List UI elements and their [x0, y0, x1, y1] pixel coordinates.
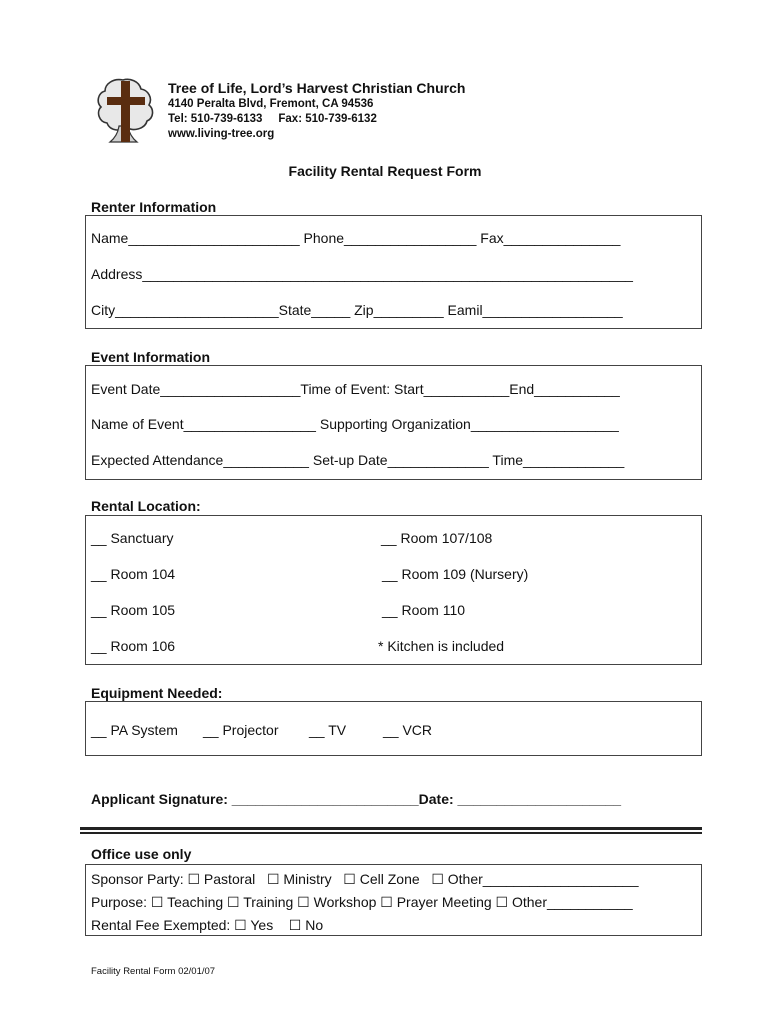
- church-logo: [93, 76, 155, 144]
- kitchen-note: * Kitchen is included: [378, 638, 505, 654]
- location-option[interactable]: __ Sanctuary: [91, 530, 174, 546]
- event-name-org-line[interactable]: Name of Event_________________ Supporting Organization___________________: [91, 416, 619, 432]
- location-option[interactable]: __ Room 104: [91, 566, 176, 582]
- event-date-time-line[interactable]: Event Date__________________Time of Event: Start___________End___________: [91, 381, 620, 397]
- divider: [80, 832, 702, 834]
- rental-location-box: [85, 515, 702, 665]
- location-option[interactable]: __ Room 106: [91, 638, 176, 654]
- footer-form-version: Facility Rental Form 02/01/07: [91, 966, 216, 977]
- sponsor-party-line[interactable]: Sponsor Party: ☐ Pastoral ☐ Ministry ☐ Cell Zone ☐ Other____________________: [91, 871, 639, 887]
- fee-exempted-line[interactable]: Rental Fee Exempted: ☐ Yes ☐ No: [91, 917, 324, 933]
- church-phone-fax: Tel: 510-739-6133 Fax: 510-739-6132: [168, 113, 377, 125]
- location-option[interactable]: __ Room 107/108: [381, 530, 493, 546]
- equipment-option[interactable]: __ TV: [309, 722, 347, 738]
- location-option[interactable]: __ Room 109 (Nursery): [382, 566, 529, 582]
- divider: [80, 827, 702, 830]
- purpose-line[interactable]: Purpose: ☐ Teaching ☐ Training ☐ Workshop ☐ Prayer Meeting ☐ Other___________: [91, 894, 633, 910]
- location-option[interactable]: __ Room 110: [382, 602, 466, 618]
- event-info-box: [85, 365, 702, 480]
- church-name: Tree of Life, Lord’s Harvest Christian Church: [168, 80, 466, 96]
- equipment-option[interactable]: __ Projector: [203, 722, 279, 738]
- renter-info-heading: Renter Information: [91, 199, 217, 215]
- equipment-heading: Equipment Needed:: [91, 685, 223, 701]
- church-website: www.living-tree.org: [168, 128, 275, 140]
- renter-city-state-zip-email-line[interactable]: City_____________________State_____ Zip_________ Eamil__________________: [91, 302, 623, 318]
- equipment-option[interactable]: __ VCR: [383, 722, 433, 738]
- office-use-heading: Office use only: [91, 846, 192, 862]
- event-info-heading: Event Information: [91, 349, 211, 365]
- event-attendance-setup-line[interactable]: Expected Attendance___________ Set-up Date_____________ Time_____________: [91, 452, 625, 468]
- renter-address-line[interactable]: Address_______________________________________________________________: [91, 266, 633, 282]
- equipment-box: [85, 701, 702, 756]
- rental-location-heading: Rental Location:: [91, 498, 201, 514]
- form-title: Facility Rental Request Form: [288, 163, 482, 179]
- renter-name-phone-fax-line[interactable]: Name______________________ Phone_________________ Fax_______________: [91, 230, 621, 246]
- location-option[interactable]: __ Room 105: [91, 602, 176, 618]
- church-address: 4140 Peralta Blvd, Fremont, CA 94536: [168, 98, 374, 110]
- renter-info-box: [85, 215, 702, 329]
- applicant-signature-line[interactable]: Applicant Signature: ________________________Date: _____________________: [91, 791, 622, 807]
- office-use-box: [85, 864, 702, 936]
- equipment-option[interactable]: __ PA System: [91, 722, 178, 738]
